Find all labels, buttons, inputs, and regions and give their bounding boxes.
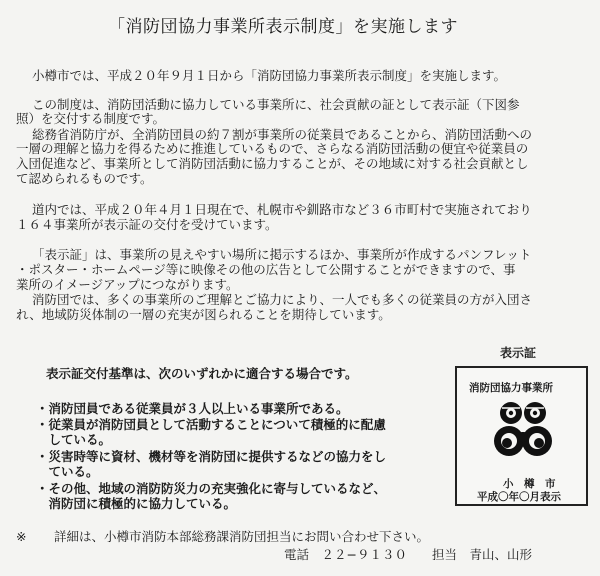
- paragraph-badge-use-line-1: 「表示証」は、事業所の見えやすい場所に掲示するほか、事業所が作成するパンフレット: [32, 247, 532, 262]
- badge-label: 表示証: [500, 346, 537, 360]
- criteria-heading: 表示証交付基準は、次のいずれかに適合する場合です。: [46, 366, 358, 381]
- criteria-item-1: ・消防団員である従業員が３人以上いる事業所である。: [36, 401, 349, 416]
- badge-box: [455, 366, 588, 506]
- paragraph-system-line-2: 照）を交付する制度です。: [16, 111, 166, 126]
- paragraph-fdma-line-4: て認められるものです。: [16, 171, 153, 186]
- paragraph-hokkaido-line-1: 道内では、平成２０年４月１日現在で、札幌市や釧路市など３６市町村で実施されており: [32, 202, 532, 217]
- paragraph-expectation-line-2: れ、地域防災体制の一層の充実が図られることを期待しています。: [16, 307, 391, 322]
- badge-org-name: 消防団協力事業所: [469, 382, 553, 394]
- criteria-item-4-line-2: 消防団に積極的に協力している。: [36, 496, 237, 511]
- paragraph-fdma-line-3: 入団促進など、事業所として消防団活動に協力することが、その地域に対する社会貢献とし: [16, 156, 529, 171]
- badge-date: 平成〇年〇月表示: [477, 491, 561, 503]
- criteria-item-3-line-2: ている。: [36, 464, 99, 479]
- footer-note: 詳細は、小樽市消防本部総務課消防団担当にお問い合わせ下さい。: [54, 529, 430, 544]
- criteria-item-4-line-1: ・その他、地域の消防防災力の充実強化に寄与しているなど、: [36, 481, 387, 496]
- fire-brigade-mascot-icon: [485, 398, 561, 464]
- criteria-item-3-line-1: ・災害時等に資材、機材等を消防団に提供するなどの協力をし: [36, 449, 387, 464]
- criteria-item-2-line-2: している。: [36, 432, 112, 447]
- paragraph-badge-use-line-3: 業所のイメージアップにつながります。: [16, 277, 239, 292]
- footer-contact: 電話 ２２−９１３０ 担当 青山、山形: [284, 547, 532, 562]
- paragraph-hokkaido-line-2: １６４事業所が表示証の交付を受けています。: [16, 217, 278, 232]
- footer-note-mark: ※: [16, 529, 27, 544]
- page-title: 「消防団協力事業所表示制度」を実施します: [108, 17, 458, 37]
- paragraph-expectation-line-1: 消防団では、多くの事業所のご理解とご協力により、一人でも多くの従業員の方が入団さ: [32, 292, 533, 307]
- paragraph-fdma-line-1: 総務省消防庁が、全消防団員の約７割が事業所の従業員であることから、消防団活動への: [32, 127, 533, 142]
- paragraph-intro-line: 小樽市では、平成２０年９月１日から「消防団協力事業所表示制度」を実施します。: [32, 68, 507, 83]
- paragraph-badge-use-line-2: ・ポスター・ホームページ等に映像その他の広告として公開することができますので、事: [16, 262, 516, 277]
- criteria-item-2-line-1: ・従業員が消防団員として活動することについて積極的に配慮: [36, 417, 386, 432]
- paragraph-system-line-1: この制度は、消防団活動に協力している事業所に、社会貢献の証として表示証（下図参: [32, 97, 520, 112]
- paragraph-fdma-line-2: 一層の理解と協力を得るために推進しているもので、さらなる消防団活動の便宜や従業員の: [16, 141, 529, 156]
- badge-city: 小 樽 市: [503, 478, 556, 490]
